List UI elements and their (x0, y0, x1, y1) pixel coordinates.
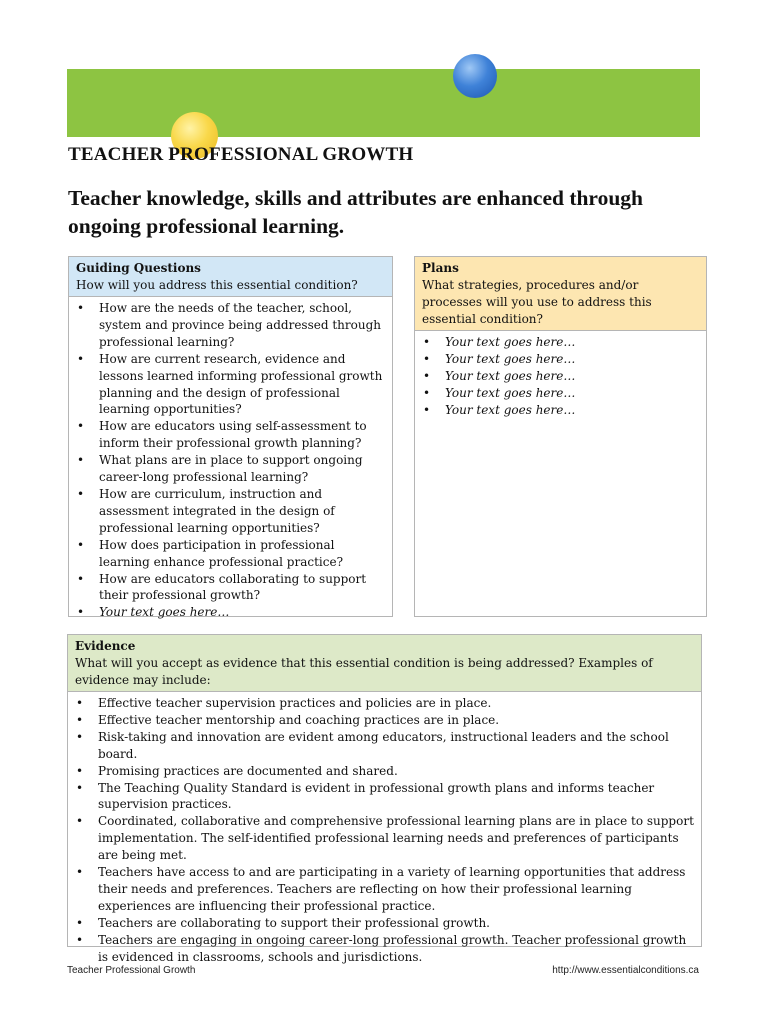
guiding-questions-list (69, 297, 392, 621)
bullet-icon: • (77, 351, 85, 366)
placeholder-text[interactable]: Your text goes here… (445, 335, 576, 349)
footer-title: Teacher Professional Growth (67, 965, 196, 976)
bullet-icon: • (76, 814, 84, 829)
placeholder-text-field[interactable] (423, 368, 700, 385)
guiding-questions-prompt: How will you address this essential condition? (76, 278, 358, 292)
page-title: TEACHER PROFESSIONAL GROWTH (68, 144, 414, 165)
bullet-icon: • (76, 932, 84, 947)
list-item-text: How are current research, evidence and lessons learned informing professional growth planning and the design of professional learning opportunities? (99, 351, 383, 417)
placeholder-text-field[interactable] (423, 334, 700, 351)
plans-list (415, 331, 706, 419)
list-item (77, 537, 386, 571)
list-item (77, 571, 386, 605)
bullet-icon: • (77, 537, 85, 552)
header-banner (67, 69, 700, 137)
list-item (76, 695, 695, 712)
list-item-text: How are curriculum, instruction and assessment integrated in the design of professional learning opportunities? (99, 486, 335, 535)
list-item-text: How are educators collaborating to support their professional growth? (99, 571, 367, 603)
placeholder-text[interactable]: Your text goes here… (99, 605, 230, 620)
list-item-text: Effective teacher supervision practices and policies are in place. (98, 696, 492, 710)
evidence-prompt: What will you accept as evidence that this essential condition is being addressed? Examples of evidence may include: (75, 656, 653, 687)
list-item-text: Teachers are engaging in ongoing career-long professional growth. Teacher professional growth is evidenced in classrooms, schools and jurisdictions. (98, 932, 687, 964)
bullet-icon: • (77, 301, 85, 315)
evidence-box (67, 634, 702, 964)
list-item (77, 300, 386, 351)
plans-header (415, 257, 706, 331)
list-item-text: Risk-taking and innovation are evident among educators, instructional leaders and the school board. (98, 729, 669, 761)
bullet-icon: • (77, 419, 85, 434)
plans-prompt: What strategies, procedures and/or processes will you use to address this essential condition? (422, 278, 652, 326)
list-item (76, 780, 695, 814)
placeholder-text-field[interactable] (423, 351, 700, 368)
list-item (77, 351, 386, 419)
evidence-header (68, 635, 701, 692)
bullet-icon: • (76, 763, 84, 778)
bullet-icon: • (77, 453, 85, 468)
list-item-text: Promising practices are documented and shared. (98, 763, 398, 778)
guiding-questions-heading: Guiding Questions (76, 261, 201, 275)
list-item-text: How does participation in professional learning enhance professional practice? (99, 537, 344, 569)
footer-url: http://www.essentialconditions.ca (552, 965, 699, 976)
evidence-heading: Evidence (75, 639, 136, 653)
list-item (76, 864, 695, 915)
list-item (76, 915, 695, 932)
list-item-text: How are educators using self-assessment to inform their professional growth planning? (99, 419, 367, 451)
list-item-text: Effective teacher mentorship and coaching practices are in place. (98, 712, 500, 727)
plans-heading: Plans (422, 261, 459, 275)
page-subtitle: Teacher knowledge, skills and attributes are enhanced through ongoing professional learning. (68, 186, 643, 238)
guiding-questions-box (68, 256, 393, 620)
bullet-icon: • (76, 865, 84, 880)
bullet-icon: • (423, 402, 431, 417)
placeholder-text-field[interactable] (423, 385, 700, 402)
bullet-icon: • (76, 780, 84, 795)
placeholder-text[interactable]: Your text goes here… (445, 385, 576, 400)
bullet-icon: • (77, 571, 85, 586)
list-item-text: How are the needs of the teacher, school, system and province being addressed through professional learning? (99, 301, 381, 349)
list-item-text: The Teaching Quality Standard is evident in professional growth plans and informs teacher supervision practices. (98, 780, 655, 812)
list-item (77, 418, 386, 452)
guiding-questions-header (69, 257, 392, 297)
bullet-icon: • (76, 696, 84, 710)
list-item (76, 763, 695, 780)
list-item (77, 486, 386, 537)
bullet-icon: • (423, 351, 431, 366)
list-item (77, 452, 386, 486)
list-item-text: Coordinated, collaborative and comprehensive professional learning plans are in place to support implementation. The self-identified professional learning needs and preferences of participants are being met. (98, 814, 694, 863)
placeholder-text[interactable]: Your text goes here… (445, 402, 576, 417)
list-item-text: What plans are in place to support ongoing career-long professional learning? (99, 453, 363, 485)
list-item (76, 712, 695, 729)
list-item-text: Teachers have access to and are participating in a variety of learning opportunities that address their needs and preferences. Teachers are reflecting on how their professional learning experiences are influencing their professional practice. (98, 865, 686, 913)
placeholder-text-field[interactable] (77, 604, 386, 621)
placeholder-text[interactable]: Your text goes here… (445, 368, 576, 383)
placeholder-text[interactable]: Your text goes here… (445, 351, 576, 366)
bullet-icon: • (77, 605, 85, 620)
bullet-icon: • (423, 368, 431, 383)
bullet-icon: • (423, 385, 431, 400)
list-item-text: Teachers are collaborating to support their professional growth. (98, 915, 490, 930)
bullet-icon: • (76, 712, 84, 727)
bullet-icon: • (77, 486, 85, 501)
blue-circle-decoration (453, 54, 497, 98)
bullet-icon: • (76, 729, 84, 744)
list-item (76, 932, 695, 966)
bullet-icon: • (76, 915, 84, 930)
list-item (76, 813, 695, 864)
plans-box (414, 256, 707, 617)
list-item (76, 729, 695, 763)
bullet-icon: • (423, 335, 431, 349)
placeholder-text-field[interactable] (423, 402, 700, 419)
evidence-list (68, 692, 701, 966)
